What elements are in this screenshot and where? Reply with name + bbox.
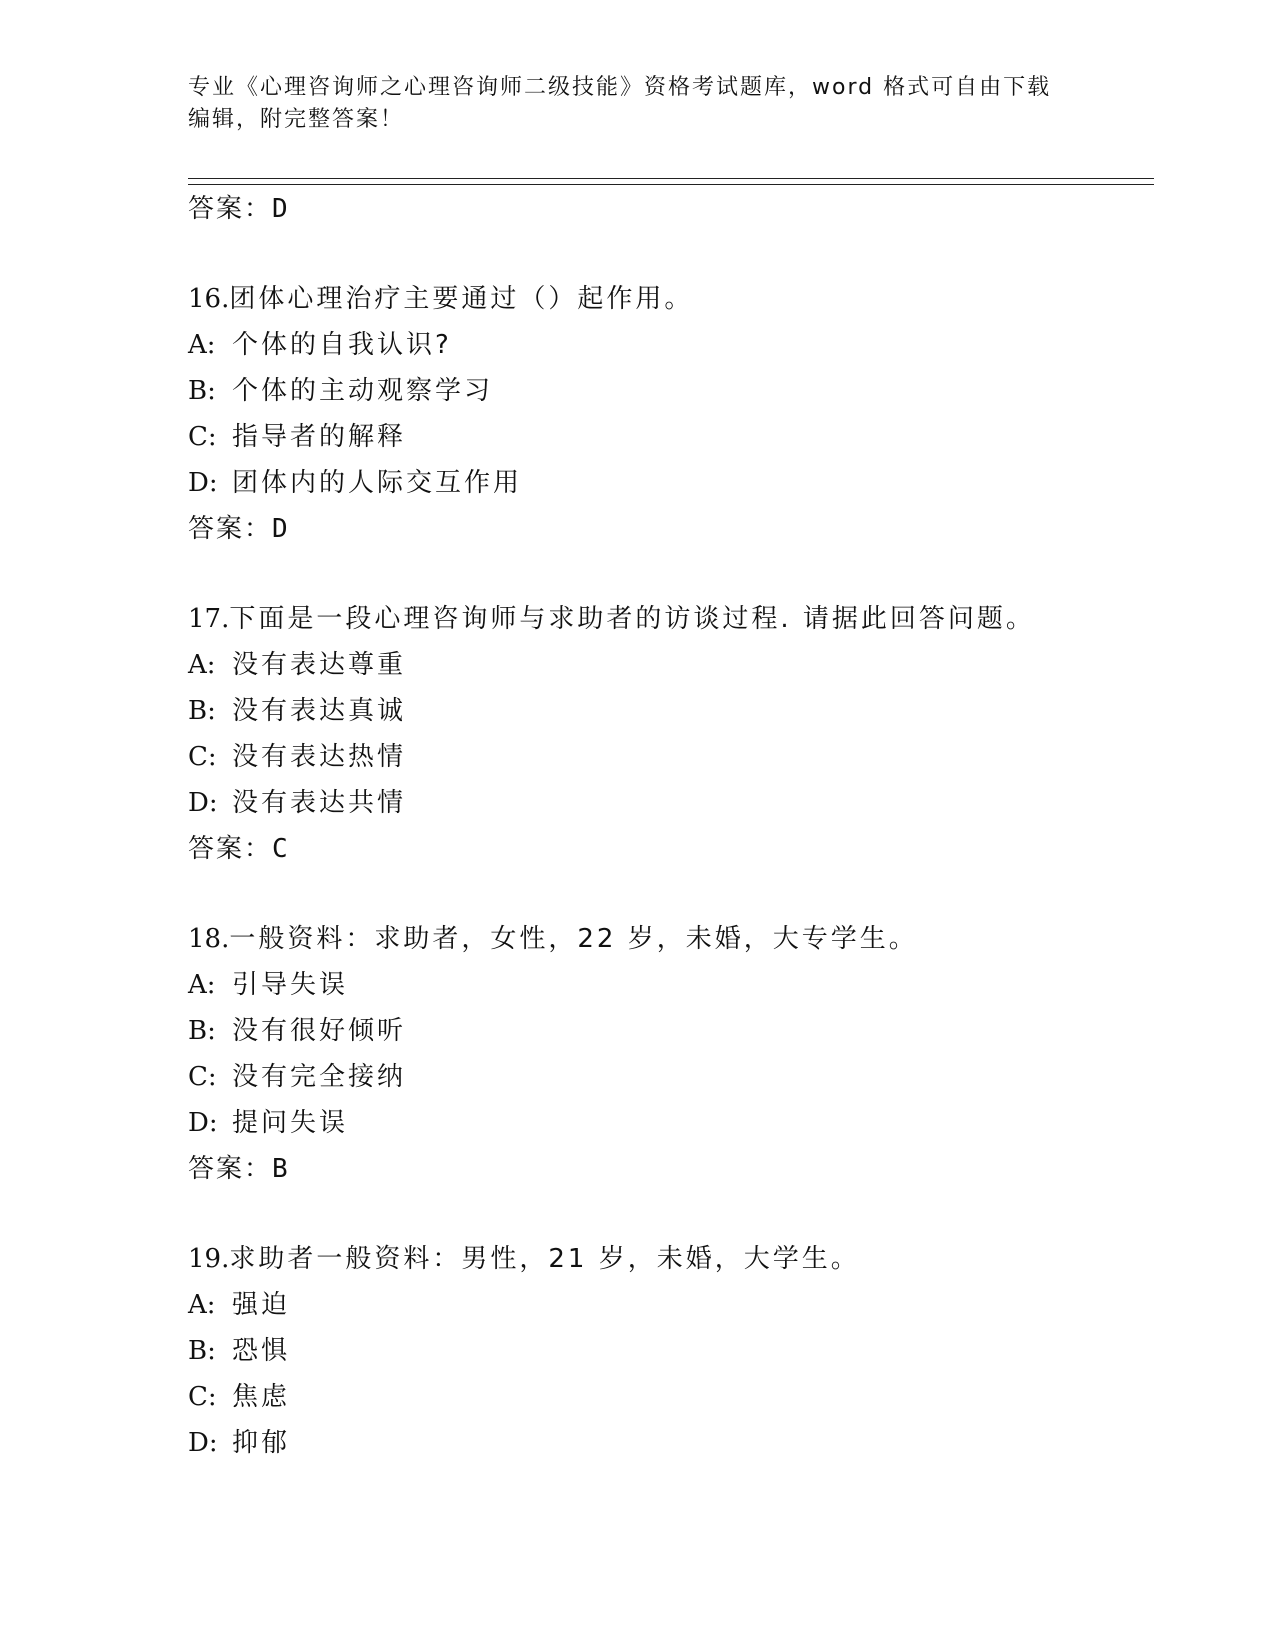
answer-label: 答案：: [188, 834, 273, 864]
question-stem: [188, 596, 1148, 642]
option-text: 没有表达热情: [232, 742, 407, 772]
header-divider-top: [188, 178, 1154, 179]
question-text: 求助者一般资料：男性，21 岁，未婚，大学生。: [229, 1244, 860, 1274]
question-number: 17.: [188, 604, 230, 634]
option-text: 没有表达尊重: [232, 650, 407, 680]
previous-answer: [188, 186, 1148, 232]
header-line-1: 专业《心理咨询师之心理咨询师二级技能》资格考试题库，word 格式可自由下载: [188, 75, 1052, 100]
option-a: [188, 962, 1148, 1008]
question-list: [188, 186, 1148, 1466]
option-d: [188, 780, 1148, 826]
answer: [188, 506, 1148, 552]
question-text: 一般资料：求助者，女性，22 岁，未婚，大专学生。: [229, 924, 918, 954]
answer-value: D: [272, 194, 290, 224]
option-text: 团体内的人际交互作用: [232, 468, 523, 498]
question-19: [188, 1236, 1148, 1466]
option-text: 引导失误: [232, 970, 349, 1000]
option-c: [188, 414, 1148, 460]
question-text: 下面是一段心理咨询师与求助者的访谈过程. 请据此回答问题。: [229, 604, 1035, 634]
question-number: 19.: [188, 1244, 230, 1274]
question-18: [188, 916, 1148, 1192]
option-text: 没有表达共情: [232, 788, 407, 818]
option-d: [188, 1100, 1148, 1146]
option-b: [188, 368, 1148, 414]
option-text: 个体的自我认识?: [232, 330, 452, 360]
option-c: [188, 1054, 1148, 1100]
option-d: [188, 1420, 1148, 1466]
option-key: A:: [188, 970, 216, 1000]
option-text: 强迫: [232, 1290, 291, 1320]
option-key: D:: [188, 468, 218, 498]
option-key: B:: [188, 696, 216, 726]
option-a: [188, 322, 1148, 368]
question-text: 团体心理治疗主要通过（）起作用。: [229, 284, 694, 314]
document-header: [188, 72, 1088, 136]
option-text: 抑郁: [232, 1428, 291, 1458]
question-stem: [188, 276, 1148, 322]
option-key: C:: [188, 1062, 217, 1092]
question-stem: [188, 1236, 1148, 1282]
answer-value: B: [272, 1154, 290, 1184]
question-17: [188, 596, 1148, 872]
option-a: [188, 1282, 1148, 1328]
option-key: A:: [188, 1290, 216, 1320]
answer-value: C: [272, 834, 290, 864]
option-text: 没有表达真诚: [232, 696, 407, 726]
option-key: C:: [188, 742, 217, 772]
answer-label: 答案：: [188, 1154, 273, 1184]
answer-value: D: [272, 514, 290, 544]
question-number: 18.: [188, 924, 230, 954]
option-key: B:: [188, 1336, 216, 1366]
question-stem: [188, 916, 1148, 962]
option-text: 没有完全接纳: [232, 1062, 407, 1092]
answer-label: 答案：: [188, 194, 273, 224]
option-key: D:: [188, 1428, 218, 1458]
option-key: D:: [188, 1108, 218, 1138]
option-key: C:: [188, 1382, 217, 1412]
question-16: [188, 276, 1148, 552]
option-text: 个体的主动观察学习: [232, 376, 494, 406]
option-text: 焦虑: [232, 1382, 291, 1412]
option-c: [188, 1374, 1148, 1420]
option-text: 恐惧: [232, 1336, 291, 1366]
answer: [188, 826, 1148, 872]
option-text: 提问失误: [232, 1108, 349, 1138]
option-key: A:: [188, 650, 216, 680]
header-line-2: 编辑，附完整答案！: [188, 107, 405, 132]
option-key: B:: [188, 376, 216, 406]
option-d: [188, 460, 1148, 506]
header-divider-bottom: [188, 184, 1154, 185]
option-a: [188, 642, 1148, 688]
option-b: [188, 1008, 1148, 1054]
option-text: 指导者的解释: [232, 422, 407, 452]
answer-label: 答案：: [188, 514, 273, 544]
option-b: [188, 1328, 1148, 1374]
option-key: A:: [188, 330, 216, 360]
option-c: [188, 734, 1148, 780]
answer: [188, 1146, 1148, 1192]
option-text: 没有很好倾听: [232, 1016, 407, 1046]
option-key: B:: [188, 1016, 216, 1046]
option-b: [188, 688, 1148, 734]
question-number: 16.: [188, 284, 230, 314]
option-key: C:: [188, 422, 217, 452]
option-key: D:: [188, 788, 218, 818]
